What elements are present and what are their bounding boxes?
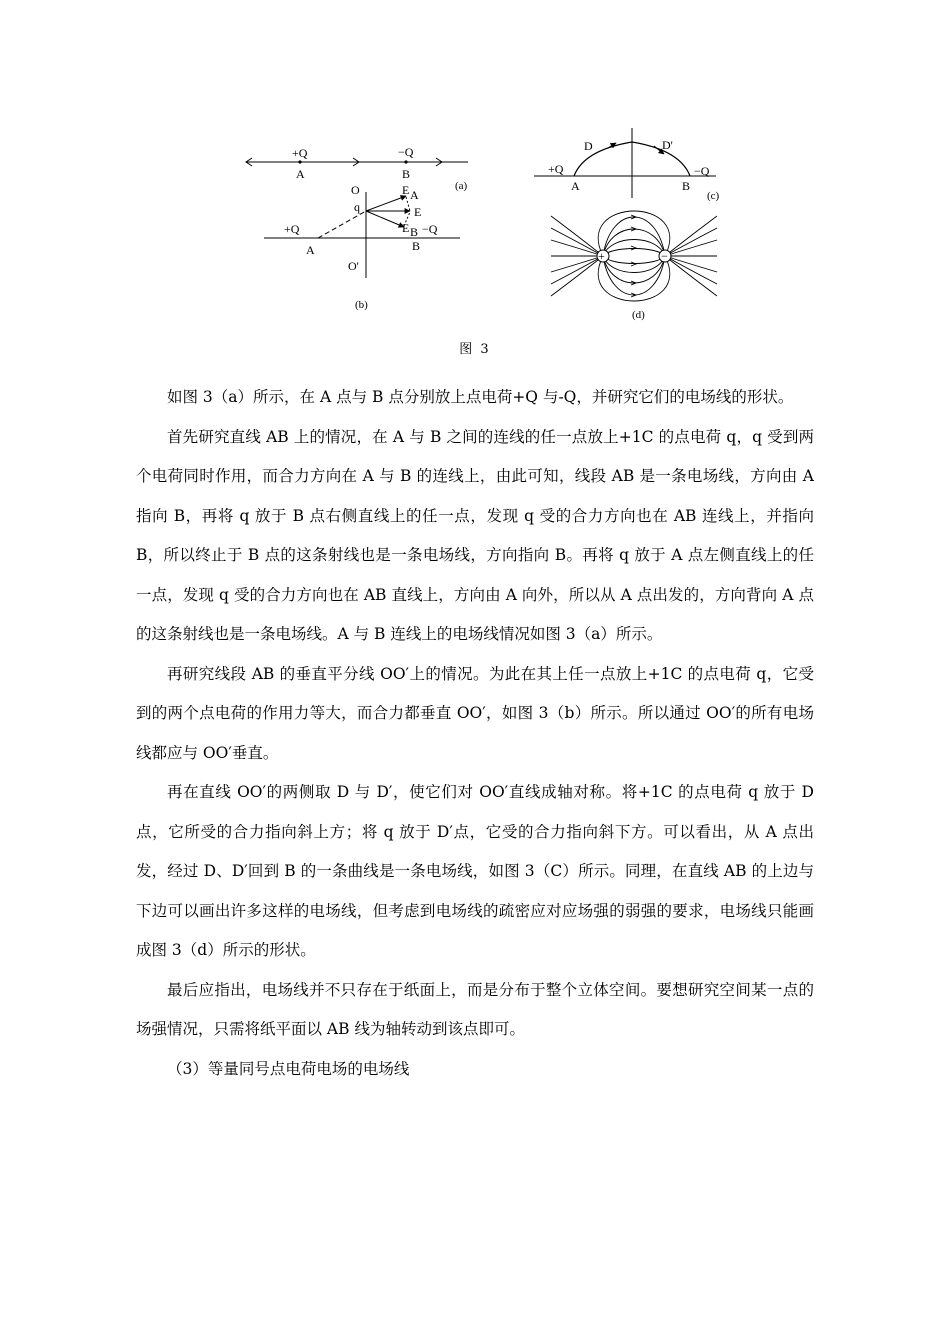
field-line <box>603 256 665 273</box>
field-line <box>603 256 665 264</box>
paragraph: 最后应指出，电场线并不只存在于纸面上，而是分布于整个立体空间。要想研究空间某一点的场强情况，只需将纸平面以 AB 线为轴转动到该点即可。 <box>136 980 814 1038</box>
negative-sign: − <box>661 249 668 263</box>
field-line <box>665 256 717 272</box>
label-b: B <box>402 167 411 181</box>
field-line <box>603 249 665 257</box>
panel-c <box>534 128 720 202</box>
label-a: A <box>571 179 580 193</box>
paragraph: 再在直线 OO′的两侧取 D 与 D′，使它们对 OO′直线成轴对称。将+1C 的点电荷 q 放于 D 点，它所受的合力指向斜上方；将 q 放于 D′点，它受的合力指向斜下方。可以看出，从 A 点出发，经过 D、D′回到 B 的一条曲线是一条电场线，如图 3（C）所示。同理，在直线 AB 的上边与下边可以画出许多这样的电场线，但考虑到电场线的疏密应对应场强的弱强的要求，电场线只能画成图 3（d）所示的形状。 <box>136 783 814 959</box>
arrow-icon <box>631 262 636 266</box>
panel-d-label: (d) <box>632 309 645 321</box>
label-d-prime: D' <box>662 138 673 152</box>
positive-sign: + <box>598 249 605 263</box>
label-q: q <box>354 200 360 214</box>
label-b: B <box>412 239 421 253</box>
figure-caption: 图 3 <box>459 342 491 357</box>
body-text <box>136 378 814 1089</box>
field-line <box>665 240 717 256</box>
field-line <box>551 256 603 272</box>
panel-c-label: (c) <box>707 190 720 202</box>
label-minus-q: −Q <box>422 222 438 236</box>
field-line <box>551 240 603 256</box>
charge-point-b <box>404 160 407 163</box>
arrow-icon <box>631 246 636 250</box>
figure-3-diagram <box>0 0 950 340</box>
paragraph: 如图 3（a）所示，在 A 点与 B 点分别放上点电荷+Q 与-Q，并研究它们的电场线的形状。 <box>167 388 794 406</box>
label-a: A <box>306 243 315 257</box>
figure-3 <box>0 0 950 370</box>
label-b: B <box>682 179 691 193</box>
panel-a-label: (a) <box>455 180 468 192</box>
label-e-b: E <box>402 221 410 235</box>
label-plus-q: +Q <box>548 162 564 176</box>
label-e-a: E <box>402 183 410 197</box>
field-line <box>603 256 665 283</box>
panel-b-label: (b) <box>355 299 368 311</box>
label-o: O <box>351 183 360 197</box>
paragraph: 首先研究直线 AB 上的情况，在 A 与 B 之间的连线的任一点放上+1C 的点电荷 q，q 受到两个电荷同时作用，而合力方向在 A 与 B 的连线上，由此可知，线段 AB 是一条电场线，方向由 A 指向 B，再将 q 放于 B 点右侧直线上的任一点，发现 q 受的合力方向也在 AB 连线上，并指向 B，所以终止于 B 点的这条射线也是一条电场线，方向指向 B。再将 q 放于 A 点左侧直线上的任一点，发现 q 受的合力方向也在 AB 直线上，方向由 A 向外，所以从 A 点出发的，方向背向 A 点的这条射线也是一条电场线。A 与 B 连线上的电场线情况如图 3（a）所示。 <box>136 427 814 643</box>
label-o-prime: O' <box>348 259 359 273</box>
field-line <box>603 229 665 256</box>
field-line <box>603 217 665 256</box>
label-e-a-sub: A <box>410 188 419 202</box>
panel-b <box>264 183 460 311</box>
panel-d <box>551 211 717 321</box>
label-plus-q: +Q <box>284 222 300 236</box>
paragraph: （3）等量同号点电荷电场的电场线 <box>167 1059 410 1078</box>
label-e-b-sub: B <box>410 225 419 239</box>
charge-point-a <box>298 160 301 163</box>
field-line <box>551 216 603 256</box>
label-minus-q: −Q <box>694 164 710 178</box>
paragraph: 再研究线段 AB 的垂直平分线 OO′上的情况。为此在其上任一点放上+1C 的点电荷 q，它受到的两个点电荷的作用力等大，而合力都垂直 OO′，如图 3（b）所示。所以通过 OO′的所有电场线都应与 OO′垂直。 <box>136 664 814 762</box>
field-line <box>603 256 665 295</box>
field-line <box>665 216 717 256</box>
label-d: D <box>584 139 593 153</box>
field-line <box>665 256 717 296</box>
label-e: E <box>414 205 422 219</box>
field-line <box>551 256 603 296</box>
label-plus-q: +Q <box>292 146 308 160</box>
field-line <box>603 240 665 257</box>
label-a: A <box>296 167 305 181</box>
label-minus-q: −Q <box>398 145 414 159</box>
